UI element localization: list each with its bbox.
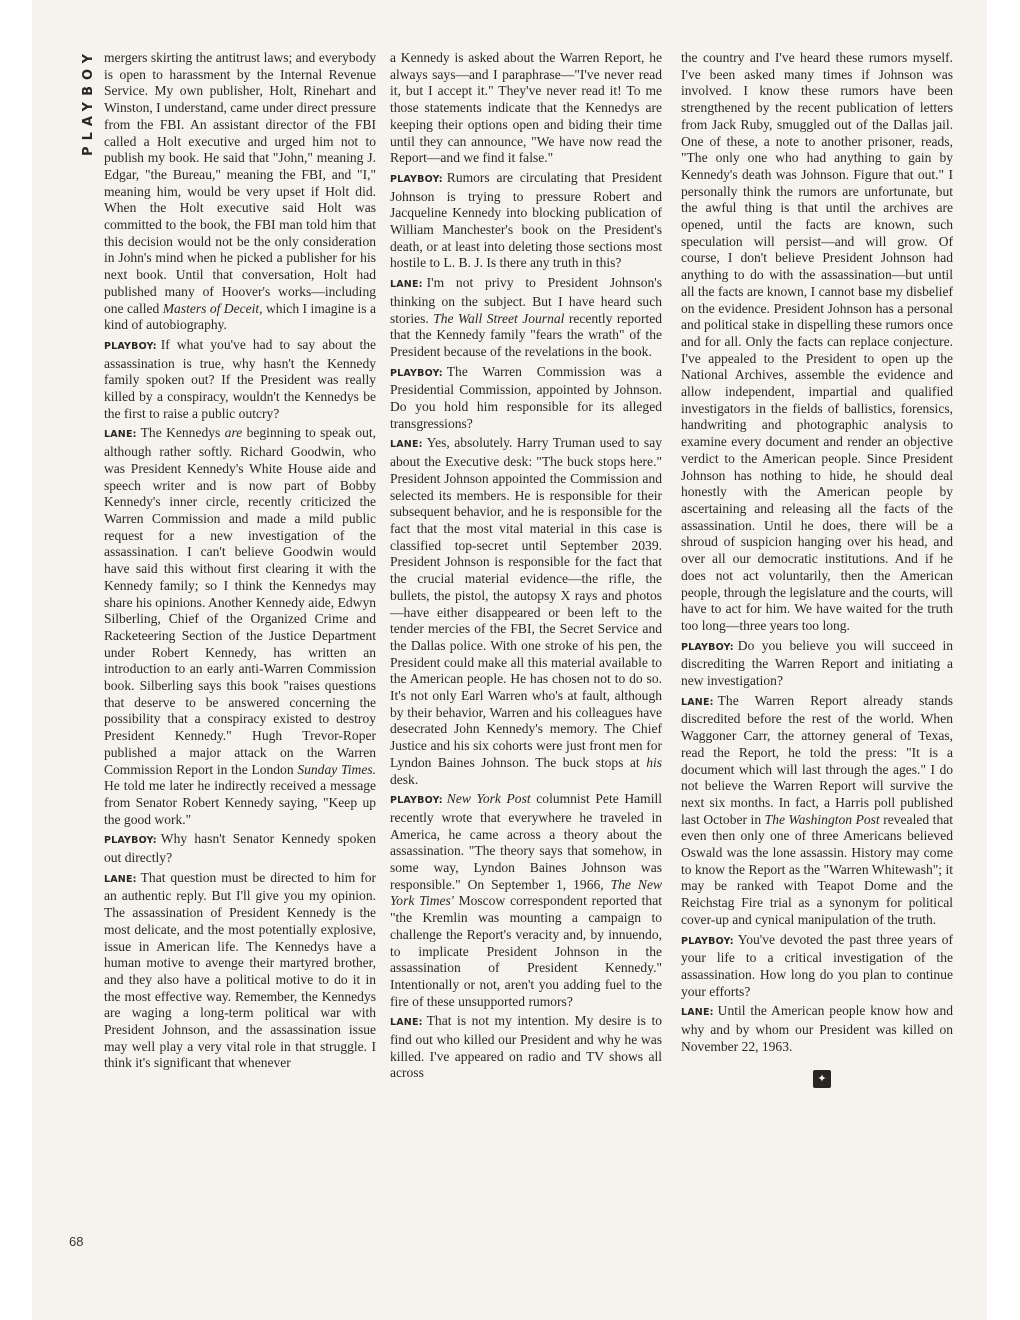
speaker-label: PLAYBOY: [681,641,734,653]
paragraph [104,50,376,334]
answer-text: revealed that even then only one of three Americans believed Oswald was the lone assassin. History may come to know the Report as the "Warren Whitewash"; it may be ranked with Teapot Dome and the Reichstag Fire trial as a synonym for political cover-up and cynical manipulation of the truth. [681,811,953,927]
emphasis: are [224,425,243,441]
answer [681,1003,953,1055]
question-text: Moscow correspondent reported that "the Kremlin was mounting a campaign to challenge the Report's veracity and, by innuendo, to implicate President Johnson in the assassination of President Kennedy." Intentionally or not, aren't you adding fuel to the fire of these unsupported rumors? [390,893,662,1009]
question [681,932,953,1001]
answer-text: recently reported that the Kennedy family "fears the wrath" of the President because of the revelations in the book. [390,310,663,359]
paragraph [390,50,662,167]
publication-title: The Washington Post [764,811,880,827]
answer-text: The Warren Report already stands discredited before the rest of the world. When Waggoner Carr, the attorney general of Texas, read the Report, he told the press: "It is a document which will last through the ages." I do not believe the Warren Report will survive the next six months. In fact, a Harris poll published last October in [681,692,953,827]
speaker-label: PLAYBOY: [390,795,443,807]
speaker-label: PLAYBOY: [104,340,157,352]
body-text: mergers skirting the antitrust laws; and everybody is open to harassment by the Internal Revenue Service. My own publisher, Holt, Rinehart and Winston, I understand, came under direct pressure from the FBI. An assistant director of the FBI called a Holt executive and urged him not to publish my book. He said that "John," meaning J. Edgar, "the Bureau," meaning the FBI, and "I," meaning him, would be very upset if Holt did. When the Holt executive said Holt was committed to the book, the FBI man told him that this decision would not be the only consideration in John's mind when he picked a publisher for his next book. Until that conversation, Holt had published many of Hoover's works—including one called [104,50,376,316]
text-column-2 [390,50,662,1085]
publication-title: The New York Times' [390,876,663,909]
emphasis: his [646,754,662,770]
question-text: The Warren Commission was a Presidential Commission, appointed by Johnson. Do you hold him responsible for its alleged transgressions? [390,363,662,431]
question [390,791,662,1010]
speaker-label: PLAYBOY: [390,367,443,379]
answer [104,425,376,828]
answer [104,870,376,1072]
answer-text: Until the American people know how and why and by whom our President was killed on November 22, 1963. [681,1003,953,1054]
answer-text: beginning to speak out, although rather softly. Richard Goodwin, who was President Kennedy's White House aide and speech writer and is now part of Bobby Kennedy's inner circle, recently criticized the Warren Commission and made a mild public request for a new investigation of the assassination. I can't believe Goodwin would have said this without first clearing it with the Kennedy family; so I think the Kennedys may share his opinions. Another Kennedy aide, Edwyn Silberling, Chief of the Organized Crime and Racketeering Section of the Justice Department under Robert Kennedy, has written an introduction to an early anti-Warren Commission book. Silberling says this book "raises questions that deserve to be answered concerning the possibility that a conspiracy existed to destroy President Kennedy." Hugh Trevor-Roper published a major attack on the Warren Commission Report in the London [104,425,377,777]
answer [390,275,662,361]
body-text: a Kennedy is asked about the Warren Report, he always says—and I paraphrase—"I've never read it, but I accept it." They've never read it! To me those statements indicate that the Kennedys are keeping their options open and biding their time until they can announce, "We have now read the Report—and we find it false." [390,50,662,166]
answer-text: The Kennedys [140,425,221,441]
answer-text: desk. [390,771,419,787]
speaker-label: LANE: [681,1007,714,1019]
question [390,364,662,433]
answer-text: That is not my intention. My desire is to find out who killed our President and why he was killed. I've appeared on radio and TV shows all across [390,1013,662,1081]
question-text: You've devoted the past three years of your life to a critical investigation of the assassination. How long do you plan to continue your efforts? [681,931,953,999]
body-text: the country and I've heard these rumors myself. I've been asked many times if Johnson was involved. I know these rumors have been strengthened by the recent publication of letters from Jack Ruby, smuggled out of the Dallas jail. One of these, a note to another prisoner, reads, "The only one who had anything to gain by Kennedy's death was Johnson. Figure that out." I personally think the rumors are unfortunate, but the awful thing is that until the archives are opened, until the facts are known, such speculation will persist—and will grow. Of course, I don't believe President Johnson had anything to do with the assassination—but until all the facts are known, I cannot base my disbelief on the evidence. President Johnson has a personal and political stake in dispelling these rumors once and for all. Only the facts can replace conjecture. I've appealed to the President to open up the National Archives, assemble the evidence and allow independent, impartial and qualified investigators in the fields of ballistics, forensics, handwriting and photographic analysis to examine every document and render an objective verdict to the American people. Since President Johnson has nothing to hide, he should deal honestly with the American people by ascertaining and releasing all the facts of the assassination. Until he does, there will be a shroud of suspicion hanging over his head, and over all our democratic institutions. And if he does not act voluntarily, then the American people, through the legislature and the courts, will have to act for him. We have waited for the truth too long—three years too long. [681,50,953,633]
text-column-1 [104,50,376,1075]
publication-title: Sunday Times. [297,761,376,777]
answer [390,1013,662,1082]
speaker-label: PLAYBOY: [390,173,443,185]
answer [681,693,953,929]
question-text: Do you believe you will succeed in discrediting the Warren Report and initiating a new investigation? [681,637,953,689]
question [390,170,662,272]
playboy-bunny-icon: ✦ [813,1070,831,1088]
answer-text: He told me later he indirectly received a message from Senator Robert Kennedy saying, "Keep up the good work." [104,778,376,827]
speaker-label: LANE: [104,429,137,441]
body-text: which I imagine is a kind of autobiography. [104,300,376,333]
page-number: 68 [69,1234,84,1249]
question-text: columnist Pete Hamill recently wrote that everywhere he traveled in America, he came across a theory about the assassination. "The theory says that somehow, in some way, Lyndon Baines Johnson was responsible." On September 1, 1966, [390,791,663,892]
question-text: Why hasn't Senator Kennedy spoken out directly? [104,831,376,866]
paragraph [681,50,953,635]
book-title: Masters of Deceit, [162,300,263,316]
publication-title: New York Post [446,791,531,807]
question-text: If what you've had to say about the assassination is true, why hasn't the Kennedy family spoken out? If the President was really killed by a conspiracy, wouldn't the Kennedys be the first to raise a public outcry? [104,336,376,421]
text-column-3 [681,50,953,1088]
speaker-label: LANE: [104,873,137,885]
answer-text: That question must be directed to him for an authentic reply. But I'll give you my opinion. The assassination of President Kennedy is the most delicate, and the most potentially explosive, issue in American life. The Kennedys have a human motive to avenge their martyred brother, and they also have a political motive to do it in the most effective way. Remember, the Kennedys are waging a long-term political war with President Johnson, and the assassination issue may well play a very vital role in that struggle. I think it's significant that whenever [104,869,376,1071]
question-text: Rumors are circulating that President Johnson is trying to pressure Robert and Jacqueline Kennedy into blocking publication of William Manchester's book on the President's death, or at least into deleting those sections most hostile to L. B. J. Is there any truth in this? [390,169,662,271]
speaker-label: LANE: [681,696,714,708]
speaker-label: LANE: [390,279,423,291]
magazine-page [32,0,987,1320]
answer [390,435,662,788]
speaker-label: LANE: [390,1017,423,1029]
question [104,337,376,423]
answer-text: I'm not privy to President Johnson's thinking on the subject. But I have heard such stories. [390,275,662,326]
question [104,831,376,866]
running-head: PLAYBOY [81,48,96,156]
speaker-label: PLAYBOY: [104,835,157,847]
question [681,638,953,690]
publication-title: The Wall Street Journal [433,310,565,326]
answer-text: Yes, absolutely. Harry Truman used to say about the Executive desk: "The buck stops here." President Johnson appointed the Commission and selected its members. He is responsible for their subsequent behavior, and he is responsible for the fact that the most vital material in this case is classified top-secret until September 2039. President Johnson is responsible for the fact that the crucial material evidence—the rifle, the bullets, the pistol, the autopsy X rays and photos—have either disappeared or been left to the tender mercies of the FBI, the Secret Service and the Dallas police. With one stroke of his pen, the President could make all this material available to the American people. He has chosen not to do so. It's not only Earl Warren who's at fault, although by their behavior, Warren and his colleagues have desecrated John Kennedy's memory. The Chief Justice and his six cohorts were just front men for Lyndon Baines Johnson. The buck stops at [390,435,662,770]
speaker-label: LANE: [390,439,423,451]
speaker-label: PLAYBOY: [681,935,734,947]
